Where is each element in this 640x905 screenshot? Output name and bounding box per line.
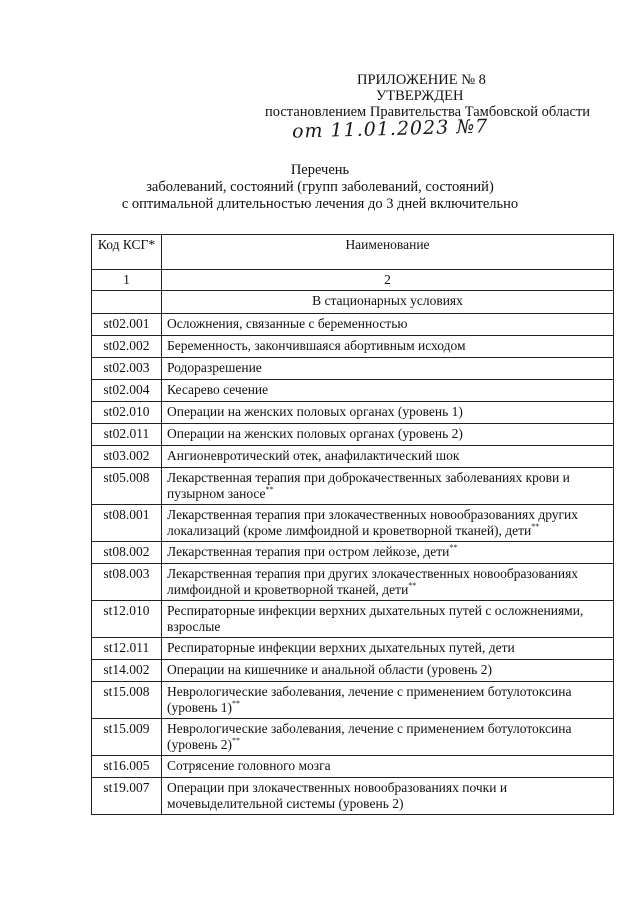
table-row bbox=[92, 380, 614, 402]
table-row bbox=[92, 660, 614, 682]
row-name: Осложнения, связанные с беременностью bbox=[167, 316, 408, 331]
col-header-name: Наименование bbox=[162, 235, 614, 270]
row-name-cell bbox=[162, 719, 614, 756]
row-code: st02.010 bbox=[92, 402, 162, 424]
footnote-marker: ** bbox=[232, 699, 241, 708]
row-name: Родоразрешение bbox=[167, 360, 262, 375]
row-name: Неврологические заболевания, лечение с применением ботулотоксина (уровень 1) bbox=[167, 684, 572, 715]
row-name: Кесарево сечение bbox=[167, 382, 269, 397]
row-name: Лекарственная терапия при других злокачественных новообразованиях лимфоидной и кроветворной тканей, дети bbox=[167, 566, 579, 597]
row-name: Респираторные инфекции верхних дыхательных путей, дети bbox=[167, 640, 515, 655]
row-name-cell bbox=[162, 505, 614, 542]
table-row bbox=[92, 638, 614, 660]
table-row bbox=[92, 336, 614, 358]
doc-subtitle-2: с оптимальной длительностью лечения до 3 дней включительно bbox=[121, 196, 519, 212]
table-row bbox=[92, 756, 614, 778]
section-row bbox=[92, 291, 614, 314]
row-name: Лекарственная терапия при злокачественных новообразованиях других локализаций (кроме лимфоидной и кроветворной тканей), дети bbox=[167, 507, 579, 538]
row-code: st02.004 bbox=[92, 380, 162, 402]
footnote-marker: ** bbox=[265, 485, 274, 494]
row-code: st08.002 bbox=[92, 542, 162, 564]
table-row bbox=[92, 719, 614, 756]
row-name-cell bbox=[162, 542, 614, 564]
table-row bbox=[92, 542, 614, 564]
row-code: st12.010 bbox=[92, 601, 162, 638]
decree-line: постановлением Правительства Тамбовской области bbox=[265, 104, 591, 120]
table-row bbox=[92, 778, 614, 815]
row-name-cell bbox=[162, 468, 614, 505]
footnote-marker: ** bbox=[232, 736, 241, 745]
row-name-cell bbox=[162, 402, 614, 424]
row-code: st03.002 bbox=[92, 446, 162, 468]
row-code: st02.002 bbox=[92, 336, 162, 358]
section-title: В стационарных условиях bbox=[162, 291, 614, 314]
row-code: st02.003 bbox=[92, 358, 162, 380]
table-row bbox=[92, 682, 614, 719]
section-empty-cell bbox=[92, 291, 162, 314]
row-name: Сотрясение головного мозга bbox=[167, 758, 331, 773]
row-name-cell bbox=[162, 601, 614, 638]
row-name-cell bbox=[162, 424, 614, 446]
row-name: Лекарственная терапия при остром лейкозе, дети bbox=[167, 544, 450, 559]
row-name-cell bbox=[162, 336, 614, 358]
row-name-cell bbox=[162, 358, 614, 380]
row-name: Операции на кишечнике и анальной области (уровень 2) bbox=[167, 662, 492, 677]
row-name: Операции при злокачественных новообразованиях почки и мочевыделительной системы (уровень 2) bbox=[167, 780, 508, 811]
row-name-cell bbox=[162, 756, 614, 778]
row-name: Операции на женских половых органах (уровень 2) bbox=[167, 426, 463, 441]
row-code: st02.001 bbox=[92, 314, 162, 336]
row-code: st19.007 bbox=[92, 778, 162, 815]
table-row bbox=[92, 402, 614, 424]
col-number-2: 2 bbox=[162, 270, 614, 291]
row-name-cell bbox=[162, 638, 614, 660]
row-name: Операции на женских половых органах (уровень 1) bbox=[167, 404, 463, 419]
doc-title: Перечень bbox=[290, 162, 350, 178]
table-row bbox=[92, 424, 614, 446]
row-name: Ангионевротический отек, анафилактический шок bbox=[167, 448, 460, 463]
row-name-cell bbox=[162, 380, 614, 402]
row-code: st02.011 bbox=[92, 424, 162, 446]
table-row bbox=[92, 601, 614, 638]
row-code: st15.008 bbox=[92, 682, 162, 719]
row-code: st14.002 bbox=[92, 660, 162, 682]
row-code: st16.005 bbox=[92, 756, 162, 778]
footnote-marker: ** bbox=[408, 581, 417, 590]
table-row bbox=[92, 446, 614, 468]
row-name-cell bbox=[162, 682, 614, 719]
col-number-1: 1 bbox=[92, 270, 162, 291]
table-row bbox=[92, 468, 614, 505]
disease-table bbox=[91, 234, 614, 815]
appendix-number: ПРИЛОЖЕНИЕ № 8 bbox=[357, 72, 486, 88]
row-name-cell bbox=[162, 778, 614, 815]
row-name: Беременность, закончившаяся абортивным исходом bbox=[167, 338, 466, 353]
col-header-code: Код КСГ* bbox=[92, 235, 162, 270]
handwritten-date-number: от 11.01.2023 №7 bbox=[291, 115, 489, 143]
table-row bbox=[92, 564, 614, 601]
row-name: Респираторные инфекции верхних дыхательных путей с осложнениями, взрослые bbox=[167, 603, 584, 634]
table-header-row bbox=[92, 235, 614, 270]
row-code: st08.003 bbox=[92, 564, 162, 601]
row-name: Неврологические заболевания, лечение с применением ботулотоксина (уровень 2) bbox=[167, 721, 572, 752]
table-body bbox=[92, 314, 614, 815]
row-code: st12.011 bbox=[92, 638, 162, 660]
column-number-row bbox=[92, 270, 614, 291]
row-code: st15.009 bbox=[92, 719, 162, 756]
row-code: st05.008 bbox=[92, 468, 162, 505]
table-row bbox=[92, 505, 614, 542]
doc-subtitle-1: заболеваний, состояний (групп заболеваний, состояний) bbox=[146, 179, 494, 195]
row-name-cell bbox=[162, 314, 614, 336]
row-name-cell bbox=[162, 564, 614, 601]
row-name: Лекарственная терапия при доброкачественных заболеваниях крови и пузырном заносе bbox=[167, 470, 570, 501]
footnote-marker: ** bbox=[449, 543, 458, 552]
approved-label: УТВЕРЖДЕН bbox=[376, 88, 464, 104]
row-code: st08.001 bbox=[92, 505, 162, 542]
footnote-marker: ** bbox=[531, 522, 540, 531]
row-name-cell bbox=[162, 660, 614, 682]
table-row bbox=[92, 358, 614, 380]
table-row bbox=[92, 314, 614, 336]
row-name-cell bbox=[162, 446, 614, 468]
